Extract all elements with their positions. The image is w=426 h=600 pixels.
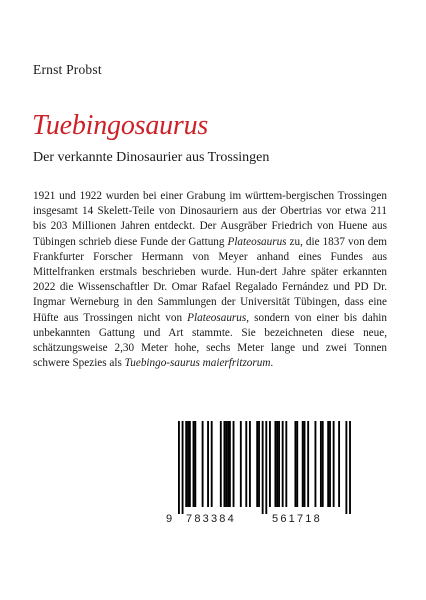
blurb-italic-3: Tuebingo-saurus maierfritzorum: [124, 357, 271, 370]
barcode-bar: [240, 421, 242, 507]
blurb-italic-2: Plateosaurus: [187, 311, 247, 324]
author-name: Ernst Probst: [33, 62, 102, 77]
barcode-left-group: 783384: [186, 513, 236, 525]
barcode-bar: [269, 421, 271, 507]
barcode-bar: [193, 421, 195, 507]
blurb-text: [33, 189, 387, 371]
blurb-part-3: , sondern von einer bis dahin unbekannten Gattung und Art stammte. Sie bezeichneten diese neue, schätzungsweise 2,30 Meter hohe, sechs Meter lange und zwei Tonnen schwere Spezies als: [33, 311, 387, 370]
barcode-guard-bar: [349, 421, 351, 514]
barcode-right-group: 561718: [272, 513, 322, 525]
barcode-bar: [278, 421, 280, 507]
book-subtitle: Der verkannte Dinosaurier aus Trossingen: [33, 150, 270, 165]
barcode-bar: [320, 421, 322, 507]
barcode-bar: [329, 421, 331, 507]
barcode-bar: [307, 421, 309, 507]
barcode-bar: [322, 421, 324, 507]
barcode-bar: [189, 421, 191, 507]
blurb-italic-1: Plateosaurus: [227, 235, 287, 248]
barcode-bar: [282, 421, 284, 507]
isbn-barcode: [162, 417, 362, 526]
barcode-bar: [233, 421, 235, 507]
barcode-bar: [220, 421, 222, 507]
barcode-bar: [294, 421, 296, 507]
barcode-bar: [315, 421, 317, 507]
blurb-part-4: .: [270, 357, 274, 370]
barcode-guard-bar: [182, 421, 184, 514]
barcode-bar: [187, 421, 189, 507]
barcode-bar: [224, 421, 226, 507]
barcode-bar: [185, 421, 187, 507]
book-title: Tuebingosaurus: [32, 110, 209, 141]
barcode-bar: [285, 421, 287, 507]
barcode-bar: [302, 421, 304, 507]
barcode-bar: [245, 421, 247, 507]
barcode-bar: [202, 421, 204, 507]
barcode-bar: [207, 421, 209, 507]
barcode-bar: [327, 421, 329, 507]
barcode-bar: [338, 421, 340, 507]
barcode-first-digit: 9: [166, 513, 173, 525]
barcode-bar: [276, 421, 278, 507]
barcode-guard-bar: [345, 421, 347, 514]
barcode-bar: [333, 421, 335, 507]
barcode-bar: [256, 421, 258, 507]
barcode-bar: [304, 421, 306, 507]
barcode-bars: [162, 417, 362, 515]
blurb-part-2: zu, die 1837 von dem Frankfurter Forscher Hermann von Meyer anhand eines Fundes aus Mittelfranken erstmals beschrieben wurde. Hun-dert Jahre später erkannten 2022 die Wissenschaftler Dr. Omar Rafael Regalado Fernández und PD Dr. Ingmar Werneburg in den Sammlungen der Universität Tübingen, dass eine Hüfte aus Trossingen nicht von: [33, 235, 387, 324]
barcode-bar: [296, 421, 298, 507]
barcode-bar: [258, 421, 260, 507]
barcode-bar: [194, 421, 196, 507]
blurb-part-1: 1921 und 1922 wurden bei einer Grabung im württem-bergischen Trossingen insgesamt 14 Skelett-Teile von Dinosauriern aus der Obertrias vor etwa 211 bis 203 Millionen Jahren entdeckt. Der Ausgräber Friedrich von Huene aus Tübingen schrieb diese Funde der Gattung: [33, 190, 387, 248]
barcode-guard-bar: [265, 421, 267, 514]
barcode-guard-bar: [262, 421, 264, 514]
barcode-bar: [211, 421, 213, 507]
barcode-guard-bar: [178, 421, 180, 514]
barcode-bar: [274, 421, 276, 507]
barcode-bar: [225, 421, 227, 507]
barcode-bar: [227, 421, 229, 507]
barcode-bar: [229, 421, 231, 507]
barcode-bar: [249, 421, 251, 507]
